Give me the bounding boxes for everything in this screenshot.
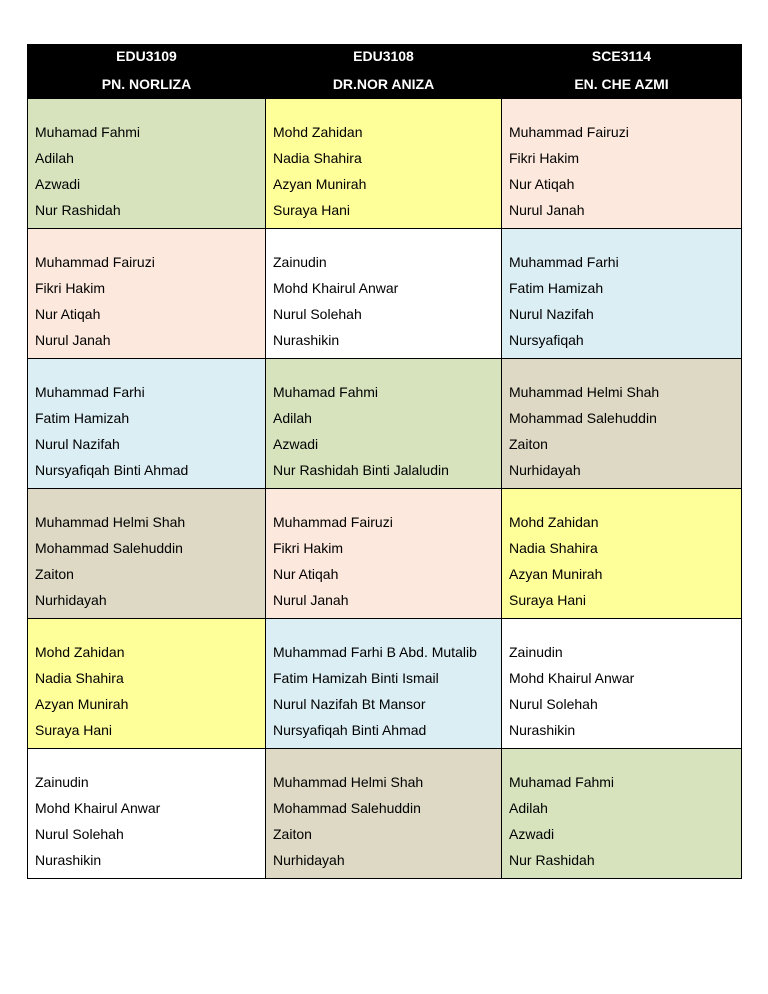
- student-name: Nurul Janah: [35, 332, 111, 348]
- group-cell: [266, 359, 502, 489]
- group-cell: [28, 229, 266, 359]
- table-row: [28, 359, 742, 489]
- student-list: [509, 229, 741, 353]
- course-code: EDU3109: [116, 48, 177, 64]
- student-name: Muhammad Fairuzi: [273, 514, 393, 530]
- student-name: Adilah: [273, 410, 312, 426]
- student-name: Muhammad Farhi: [509, 254, 619, 270]
- student-name: Nur Atiqah: [35, 306, 101, 322]
- group-cell: [28, 489, 266, 619]
- table-row: [28, 619, 742, 749]
- student-name: Azwadi: [35, 176, 81, 192]
- student-name: Nurul Nazifah: [509, 306, 594, 322]
- student-name: Muhammad Helmi Shah: [35, 514, 186, 530]
- group-cell: [28, 619, 266, 749]
- group-cell: [266, 749, 502, 879]
- group-cell: [502, 749, 742, 879]
- group-allocation-table: [27, 44, 742, 879]
- group-cell: [28, 359, 266, 489]
- student-name: Mohd Khairul Anwar: [273, 280, 399, 296]
- group-cell: [502, 99, 742, 229]
- student-name: Fatim Hamizah Binti Ismail: [273, 670, 439, 686]
- student-name: Muhamad Fahmi: [35, 124, 141, 140]
- student-list: [273, 359, 501, 483]
- student-name: Zaiton: [509, 436, 548, 452]
- student-list: [35, 749, 265, 873]
- student-name: Zainudin: [509, 644, 563, 660]
- student-name: Fatim Hamizah: [509, 280, 604, 296]
- student-list: [273, 229, 501, 353]
- group-cell: [502, 619, 742, 749]
- table-body: [28, 99, 742, 879]
- student-name: Nurashikin: [35, 852, 102, 868]
- student-name: Nurul Solehah: [35, 826, 124, 842]
- lecturer-name: EN. CHE AZMI: [574, 76, 669, 92]
- student-name: Nur Atiqah: [273, 566, 339, 582]
- student-list: [35, 489, 265, 613]
- student-name: Fikri Hakim: [35, 280, 105, 296]
- student-list: [509, 489, 741, 613]
- student-list: [273, 99, 501, 223]
- student-name: Nurashikin: [273, 332, 340, 348]
- student-list: [273, 489, 501, 613]
- student-name: Mohd Khairul Anwar: [35, 800, 161, 816]
- student-name: Suraya Hani: [509, 592, 587, 608]
- student-name: Muhamad Fahmi: [273, 384, 379, 400]
- header-cell-col-1: [28, 45, 266, 99]
- student-name: Muhamad Fahmi: [509, 774, 615, 790]
- student-name: Nursyafiqah Binti Ahmad: [273, 722, 427, 738]
- student-name: Nurhidayah: [273, 852, 345, 868]
- student-name: Nur Atiqah: [509, 176, 575, 192]
- student-name: Muhammad Farhi: [35, 384, 145, 400]
- group-cell: [266, 99, 502, 229]
- student-name: Azwadi: [509, 826, 555, 842]
- student-name: Nurul Janah: [273, 592, 349, 608]
- student-list: [273, 749, 501, 873]
- course-code: EDU3108: [353, 48, 414, 64]
- student-name: Mohammad Salehuddin: [35, 540, 183, 556]
- student-name: Azyan Munirah: [35, 696, 129, 712]
- student-list: [509, 359, 741, 483]
- group-cell: [266, 229, 502, 359]
- student-name: Zaiton: [273, 826, 312, 842]
- student-list: [273, 619, 501, 743]
- student-name: Fatim Hamizah: [35, 410, 130, 426]
- table-row: [28, 99, 742, 229]
- student-name: Adilah: [35, 150, 74, 166]
- student-name: Zainudin: [273, 254, 327, 270]
- student-name: Fikri Hakim: [509, 150, 579, 166]
- header-row: [28, 45, 742, 99]
- table-row: [28, 229, 742, 359]
- student-name: Zainudin: [35, 774, 89, 790]
- student-name: Mohammad Salehuddin: [273, 800, 421, 816]
- student-name: Muhammad Fairuzi: [509, 124, 629, 140]
- student-name: Nadia Shahira: [509, 540, 598, 556]
- table-row: [28, 489, 742, 619]
- student-name: Muhammad Helmi Shah: [273, 774, 424, 790]
- student-name: Nurhidayah: [35, 592, 107, 608]
- student-name: Nursyafiqah Binti Ahmad: [35, 462, 189, 478]
- table-row: [28, 749, 742, 879]
- group-cell: [28, 99, 266, 229]
- student-name: Azyan Munirah: [273, 176, 367, 192]
- group-cell: [28, 749, 266, 879]
- student-name: Nurul Nazifah: [35, 436, 120, 452]
- student-name: Azwadi: [273, 436, 319, 452]
- group-cell: [266, 619, 502, 749]
- student-name: Nadia Shahira: [273, 150, 362, 166]
- student-name: Nurhidayah: [509, 462, 581, 478]
- student-name: Suraya Hani: [273, 202, 351, 218]
- group-cell: [266, 489, 502, 619]
- student-name: Nurul Nazifah Bt Mansor: [273, 696, 426, 712]
- student-name: Mohd Khairul Anwar: [509, 670, 635, 686]
- student-list: [509, 99, 741, 223]
- group-cell: [502, 229, 742, 359]
- student-name: Nursyafiqah: [509, 332, 584, 348]
- lecturer-name: PN. NORLIZA: [101, 76, 192, 92]
- student-list: [35, 359, 265, 483]
- student-name: Nadia Shahira: [35, 670, 124, 686]
- student-name: Nur Rashidah Binti Jalaludin: [273, 462, 449, 478]
- student-list: [35, 229, 265, 353]
- student-name: Nurul Solehah: [273, 306, 362, 322]
- student-name: Azyan Munirah: [509, 566, 603, 582]
- student-name: Adilah: [509, 800, 548, 816]
- student-name: Zaiton: [35, 566, 74, 582]
- student-name: Nur Rashidah: [35, 202, 121, 218]
- student-name: Mohammad Salehuddin: [509, 410, 657, 426]
- student-list: [509, 619, 741, 743]
- table-header: [28, 45, 742, 99]
- group-cell: [502, 359, 742, 489]
- student-list: [509, 749, 741, 873]
- header-cell-col-3: [502, 45, 742, 99]
- course-code: SCE3114: [591, 48, 652, 64]
- student-list: [35, 619, 265, 743]
- header-cell-col-2: [266, 45, 502, 99]
- student-name: Nurul Janah: [509, 202, 585, 218]
- student-name: Mohd Zahidan: [509, 514, 599, 530]
- student-name: Nurul Solehah: [509, 696, 598, 712]
- student-name: Muhammad Helmi Shah: [509, 384, 660, 400]
- student-name: Muhammad Farhi B Abd. Mutalib: [273, 644, 477, 660]
- student-name: Fikri Hakim: [273, 540, 343, 556]
- student-name: Nurashikin: [509, 722, 576, 738]
- group-cell: [502, 489, 742, 619]
- student-list: [35, 99, 265, 223]
- student-name: Suraya Hani: [35, 722, 113, 738]
- student-name: Mohd Zahidan: [35, 644, 125, 660]
- student-name: Mohd Zahidan: [273, 124, 363, 140]
- lecturer-name: DR.NOR ANIZA: [332, 76, 435, 92]
- student-name: Nur Rashidah: [509, 852, 595, 868]
- student-name: Muhammad Fairuzi: [35, 254, 155, 270]
